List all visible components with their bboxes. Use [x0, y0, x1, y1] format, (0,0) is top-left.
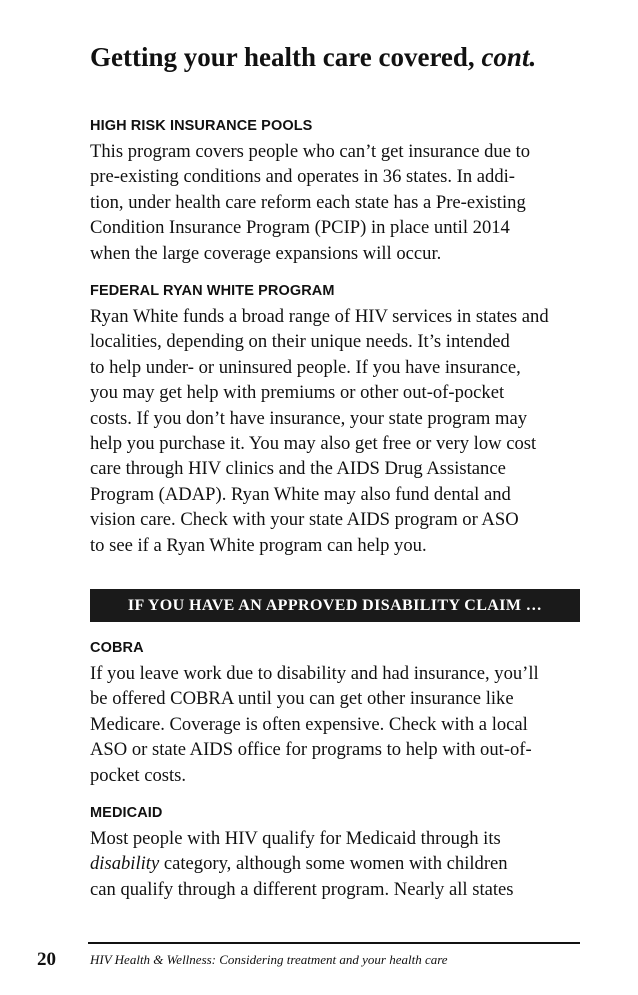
footer-divider: [88, 942, 580, 944]
body-line: [90, 851, 580, 876]
body-line: localities, depending on their unique needs. It’s intended: [90, 331, 510, 353]
body-line: Program (ADAP). Ryan White may also fund dental and: [90, 483, 511, 505]
section-heading: FEDERAL RYAN WHITE PROGRAM: [90, 283, 335, 299]
body-emphasis: disability: [90, 853, 160, 875]
body-line: when the large coverage expansions will occur.: [90, 242, 442, 264]
section-body: [90, 304, 580, 558]
body-line: to help under- or uninsured people. If you have insurance,: [90, 356, 521, 378]
section-heading: COBRA: [90, 640, 144, 656]
running-footer: HIV Health & Wellness: Considering treatment and your health care: [90, 952, 448, 967]
disability-claim-banner: IF YOU HAVE AN APPROVED DISABILITY CLAIM …: [90, 589, 580, 622]
body-line: you may get help with premiums or other out-of-pocket: [90, 382, 505, 404]
section-high-risk-insurance-pools: [90, 117, 580, 266]
body-line: Ryan White funds a broad range of HIV services in states and: [90, 306, 549, 327]
section-federal-ryan-white-program: [90, 282, 580, 558]
body-line: to see if a Ryan White program can help you.: [90, 534, 427, 556]
body-line: help you purchase it. You may also get free or very low cost: [90, 433, 537, 455]
body-line: ASO or state AIDS office for programs to help with out-of-: [90, 739, 532, 761]
page-title-italic: cont.: [481, 42, 537, 72]
section-cobra: [90, 639, 580, 788]
body-line: can qualify through a different program. Nearly all states: [90, 878, 514, 900]
page-number: 20: [37, 949, 56, 970]
body-line: If you leave work due to disability and had insurance, you’ll: [90, 663, 539, 684]
body-line: pocket costs.: [90, 764, 187, 786]
section-heading: HIGH RISK INSURANCE POOLS: [90, 118, 313, 134]
body-line: vision care. Check with your state AIDS program or ASO: [90, 509, 519, 531]
body-line: Condition Insurance Program (PCIP) in place until 2014: [90, 217, 510, 239]
section-medicaid: [90, 804, 580, 902]
body-line: Medicare. Coverage is often expensive. Check with a local: [90, 713, 528, 735]
body-line: Most people with HIV qualify for Medicaid through its: [90, 828, 501, 849]
body-line: costs. If you don’t have insurance, your state program may: [90, 407, 528, 429]
section-heading: MEDICAID: [90, 805, 163, 821]
body-line: pre-existing conditions and operates in 36 states. In addi-: [90, 166, 515, 188]
body-line: be offered COBRA until you can get other insurance like: [90, 688, 514, 710]
section-body: [90, 826, 580, 902]
body-line: tion, under health care reform each state has a Pre-existing: [90, 191, 526, 213]
page-title-main: Getting your health care covered,: [90, 42, 482, 72]
body-line: This program covers people who can’t get insurance due to: [90, 141, 531, 162]
body-line: care through HIV clinics and the AIDS Drug Assistance: [90, 458, 506, 480]
page-title: [90, 40, 590, 74]
section-body: [90, 661, 580, 788]
body-line-rest: category, although some women with children: [159, 853, 508, 875]
section-body: [90, 139, 580, 266]
